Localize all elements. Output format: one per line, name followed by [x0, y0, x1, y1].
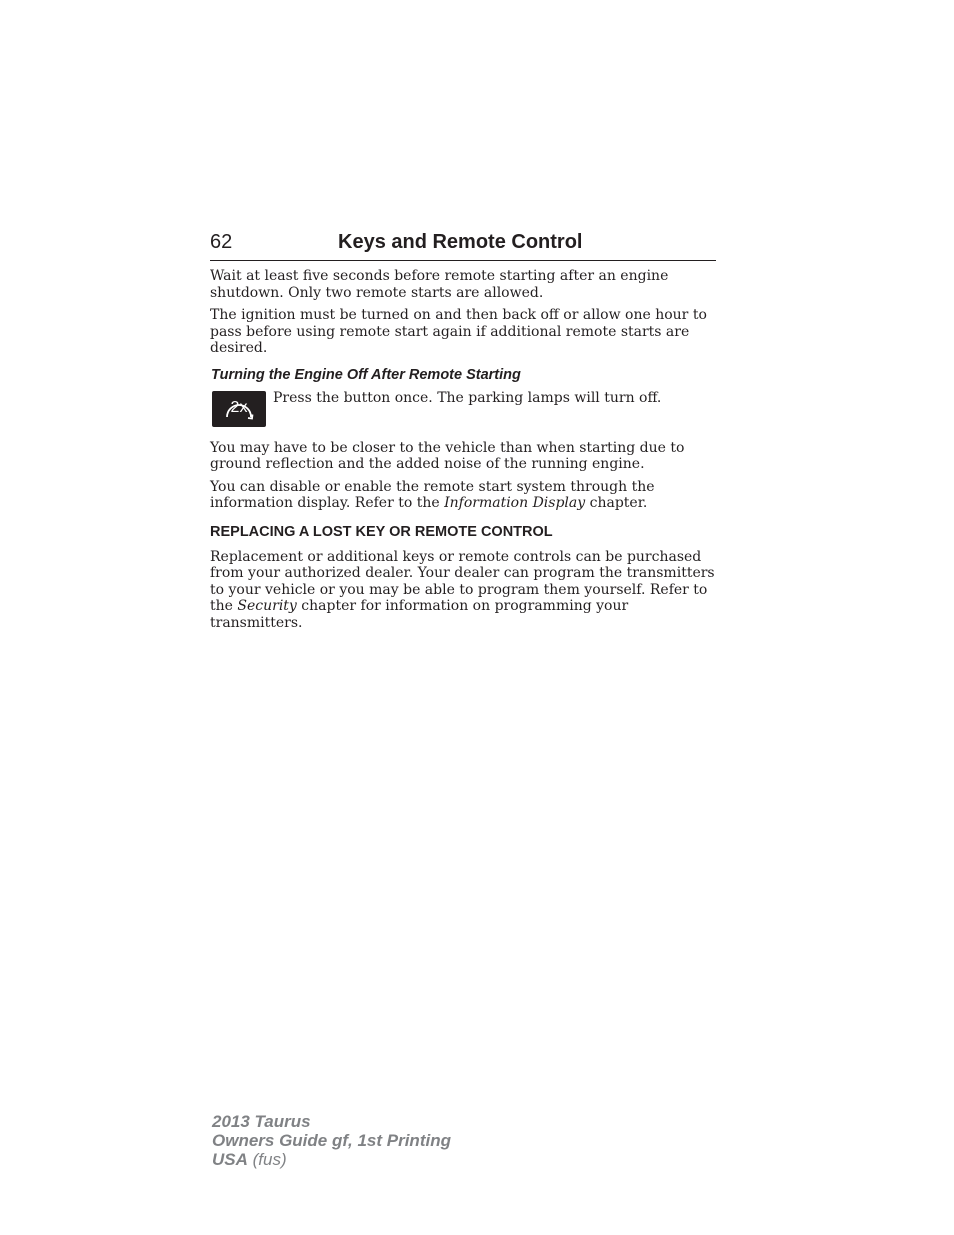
reference-security: Security — [237, 598, 297, 614]
page-number: 62 — [210, 231, 233, 253]
paragraph-ignition: The ignition must be turned on and then back off or allow one hour to pass before using remote start again if additional remote starts are desired. — [210, 307, 707, 356]
chapter-title: Keys and Remote Control — [338, 231, 583, 253]
instruction-press-button: Press the button once. The parking lamps will turn off. — [273, 389, 662, 406]
section-heading-replacing: REPLACING A LOST KEY OR REMOTE CONTROL — [210, 523, 553, 540]
footer-region: USA (fus) — [212, 1150, 287, 1169]
instruction-row — [210, 390, 716, 434]
page-footer — [212, 1112, 451, 1169]
paragraph-closer: You may have to be closer to the vehicle than when starting due to ground reflection and the added noise of the running engine. — [210, 439, 685, 472]
paragraph-wait: Wait at least five seconds before remote starting after an engine shutdown. Only two remote starts are allowed. — [210, 268, 669, 301]
subheading-turning-off: Turning the Engine Off After Remote Starting — [211, 366, 521, 383]
paragraph-disable: You can disable or enable the remote start system through the information display. Refer to the Information Display chapter. — [210, 478, 655, 511]
paragraph-replacement: Replacement or additional keys or remote controls can be purchased from your authorized dealer. Your dealer can program the transmitters to your vehicle or you may be able to program them yourself. Refer to the Security chapter for information on programming your transmitters. — [210, 548, 715, 631]
footer-guide: Owners Guide gf, 1st Printing — [212, 1131, 451, 1150]
page-content — [210, 268, 716, 637]
press-twice-icon — [212, 391, 266, 427]
reference-information-display: Information Display — [444, 495, 586, 511]
footer-model: 2013 Taurus — [212, 1112, 311, 1131]
page-header — [210, 230, 716, 261]
press-twice-label: 2x — [230, 398, 248, 416]
